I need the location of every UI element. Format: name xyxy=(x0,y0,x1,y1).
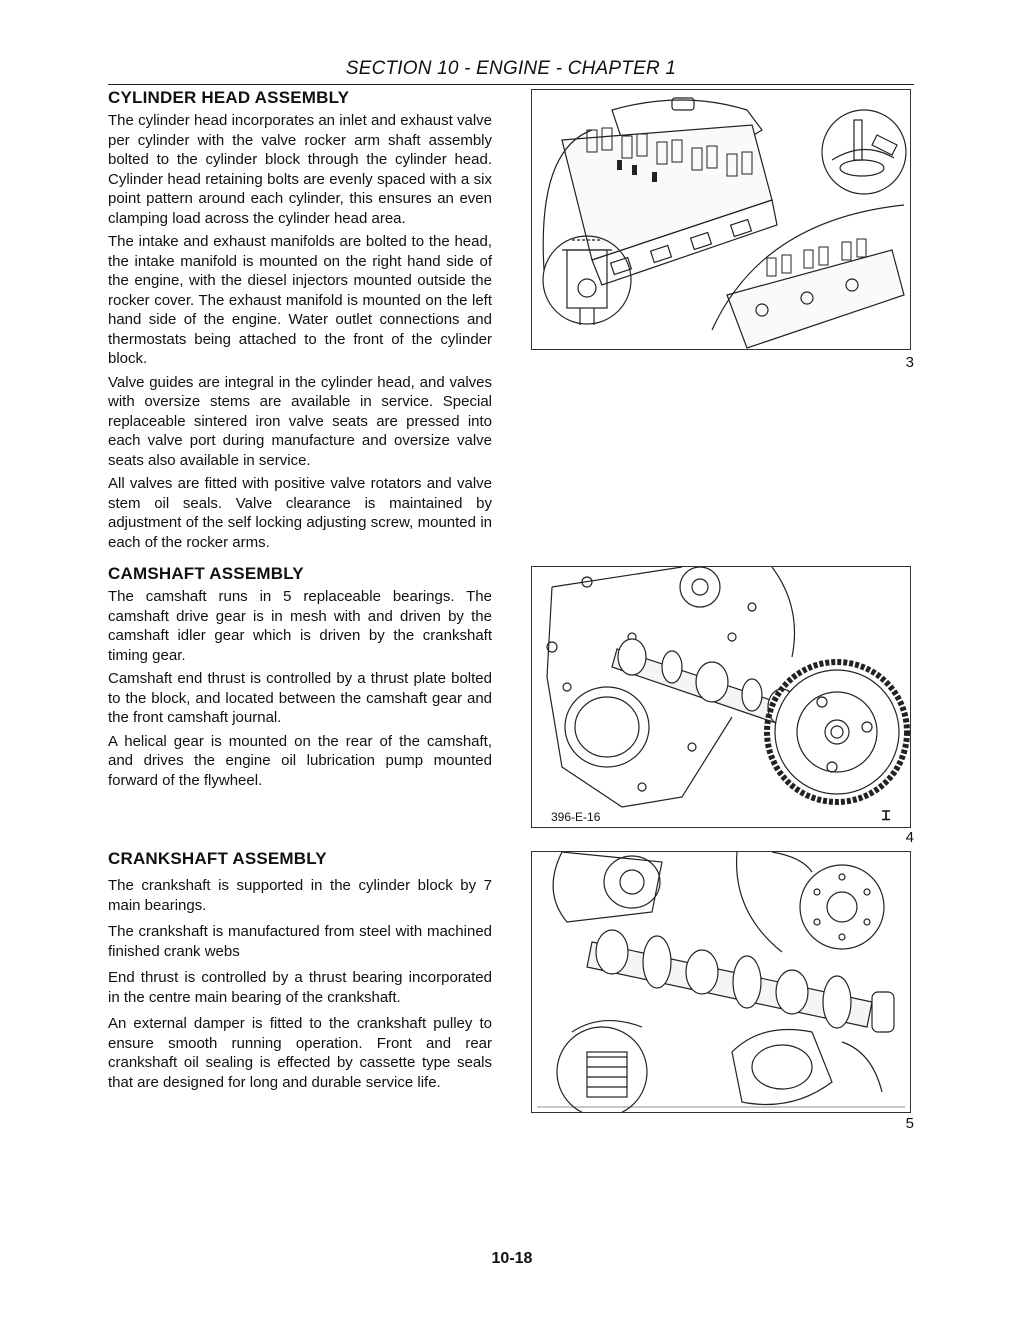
crankshaft-title: CRANKSHAFT ASSEMBLY xyxy=(108,849,327,868)
crankshaft-section xyxy=(108,849,492,1096)
figure-5-crankshaft xyxy=(531,851,911,1113)
cylinder-head-paragraph-3: Valve guides are integral in the cylinder head, and valves with oversize stems are available in service. Special replaceable sintered iron valve seats are pressed into each valve port during manufacture and oversize valve seats also available in service. xyxy=(108,373,492,469)
figure-5-number: 5 xyxy=(905,1115,914,1132)
cylinder-head-paragraph-2: The intake and exhaust manifolds are bolted to the head, the intake manifold is mounted on the right hand side of the engine, with the diesel injectors mounted outside the rocker cover. The exhaust manifold is mounted on the left hand side of the engine. Water outlet connections and thermostats being attached to the front of the cylinder block. xyxy=(108,233,492,367)
crankshaft-paragraph-3: End thrust is controlled by a thrust bearing incorporated in the centre main bearing of the crankshaft. xyxy=(108,969,492,1006)
header-rule xyxy=(108,84,914,85)
camshaft-section xyxy=(108,564,492,794)
cylinder-head-illustration xyxy=(532,90,910,349)
camshaft-title: CAMSHAFT ASSEMBLY xyxy=(108,564,304,583)
crankshaft-paragraph-2: The crankshaft is manufactured from steel with machined finished crank webs xyxy=(108,923,492,960)
crankshaft-paragraph-1: The crankshaft is supported in the cylinder block by 7 main bearings. xyxy=(108,877,492,914)
cylinder-head-paragraph-1: The cylinder head incorporates an inlet and exhaust valve per cylinder with the valve rocker arm shaft assembly bolted to the cylinder block through the cylinder head. Cylinder head retaining bolts are evenly spaced with a six point pattern around each cylinder, this ensures an even clamping load across the cylinder head area. xyxy=(108,112,492,227)
cylinder-head-title: CYLINDER HEAD ASSEMBLY xyxy=(108,88,350,107)
figure-4-mark: Ꮖ xyxy=(882,808,891,823)
camshaft-paragraph-3: A helical gear is mounted on the rear of the camshaft, and drives the engine oil lubrication pump mounted forward of the flywheel. xyxy=(108,732,492,789)
crankshaft-illustration xyxy=(532,852,910,1112)
figure-4-code: 396-E-16 xyxy=(551,810,601,824)
figure-3-number: 3 xyxy=(905,354,914,371)
page-number: 10-18 xyxy=(491,1250,533,1267)
cylinder-head-paragraph-4: All valves are fitted with positive valve rotators and valve stem oil seals. Valve clearance is maintained by adjustment of the self locking adjusting screw, mounted in each of the rocker arms. xyxy=(108,475,492,551)
camshaft-illustration xyxy=(532,567,910,827)
camshaft-paragraph-1: The camshaft runs in 5 replaceable bearings. The camshaft drive gear is in mesh with and driven by the camshaft idler gear which is driven by the crankshaft timing gear. xyxy=(108,588,492,664)
figure-3-cylinder-head xyxy=(531,89,911,350)
camshaft-paragraph-2: Camshaft end thrust is controlled by a thrust plate bolted to the block, and located between the camshaft gear and the front camshaft journal. xyxy=(108,670,492,726)
figure-4-camshaft xyxy=(531,566,911,828)
crankshaft-paragraph-4: An external damper is fitted to the crankshaft pulley to ensure smooth running operation. Front and rear crankshaft oil sealing is effected by cassette type seals that are designed for long and durable service life. xyxy=(108,1015,492,1091)
figure-4-number: 4 xyxy=(905,829,914,846)
section-header: SECTION 10 - ENGINE - CHAPTER 1 xyxy=(345,58,677,79)
cylinder-head-section xyxy=(108,88,492,556)
